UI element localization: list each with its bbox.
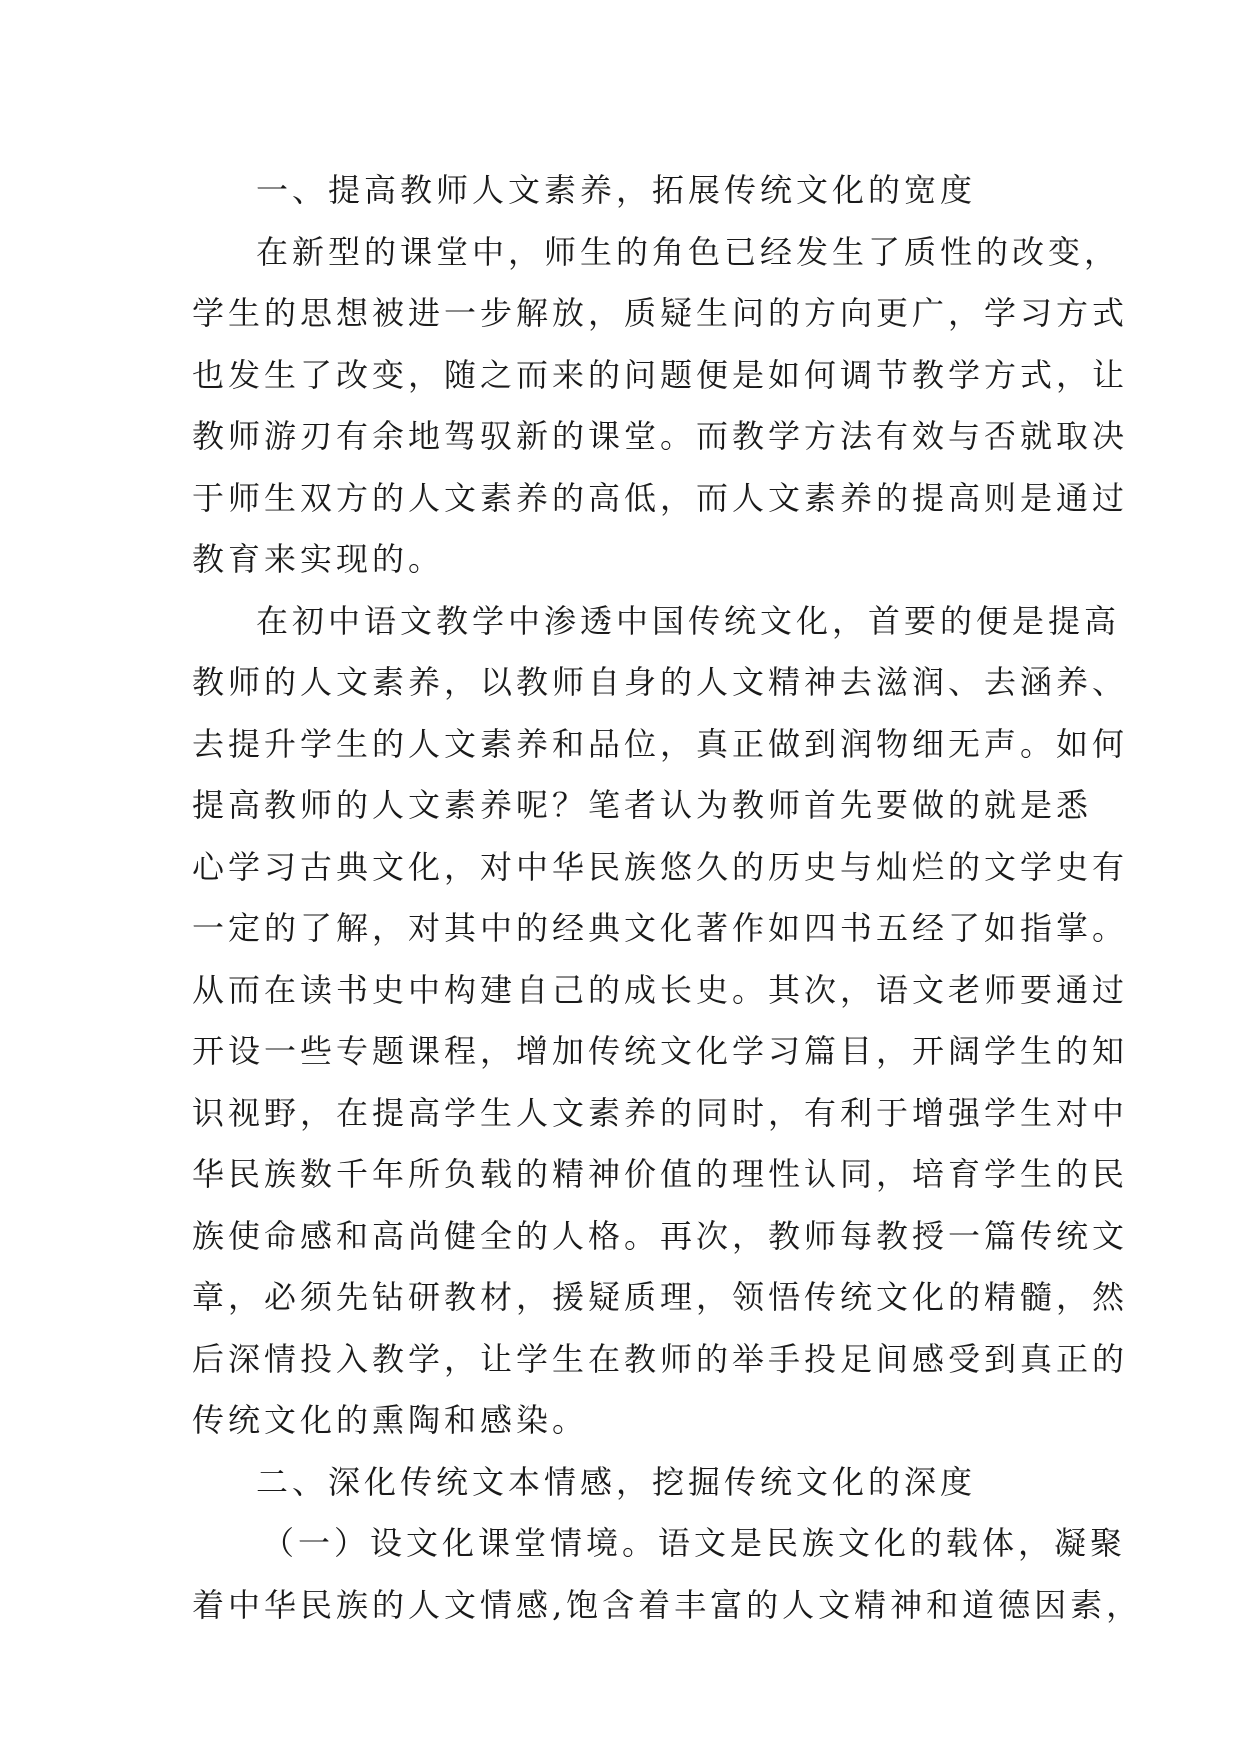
paragraph-line: 一定的了解，对其中的经典文化著作如四书五经了如指掌。 bbox=[192, 909, 1129, 947]
paragraph-line: 后深情投入教学，让学生在教师的举手投足间感受到真正的 bbox=[192, 1339, 1129, 1378]
paragraph-line: 开设一些专题课程，增加传统文化学习篇目，开阔学生的知 bbox=[192, 1032, 1129, 1070]
paragraph-line: 学生的思想被进一步解放，质疑生问的方向更广，学习方式 bbox=[192, 294, 1129, 332]
paragraph-line: 章，必须先钻研教材，援疑质理，领悟传统文化的精髓，然 bbox=[192, 1278, 1129, 1316]
paragraph-line: 着中华民族的人文情感,饱含着丰富的人文精神和道德因素， bbox=[192, 1585, 1143, 1624]
paragraph-line: 心学习古典文化，对中华民族悠久的历史与灿烂的文学史有 bbox=[192, 847, 1129, 886]
paragraph-line: 于师生双方的人文素养的高低，而人文素养的提高则是通过 bbox=[192, 478, 1129, 517]
paragraph-line: 去提升学生的人文素养和品位，真正做到润物细无声。如何 bbox=[192, 724, 1129, 763]
paragraph-line: 从而在读书史中构建自己的成长史。其次，语文老师要通过 bbox=[192, 970, 1129, 1009]
section-heading-2: 二、深化传统文本情感，挖掘传统文化的深度 bbox=[256, 1462, 977, 1501]
paragraph-line: 族使命感和高尚健全的人格。再次，教师每教授一篇传统文 bbox=[192, 1216, 1129, 1255]
paragraph-line: 华民族数千年所负载的精神价值的理性认同，培育学生的民 bbox=[192, 1155, 1129, 1193]
paragraph-line: 教师的人文素养，以教师自身的人文精神去滋润、去涵养、 bbox=[192, 663, 1129, 701]
paragraph-line: 也发生了改变，随之而来的问题便是如何调节教学方式，让 bbox=[192, 355, 1129, 394]
document-body bbox=[192, 160, 1143, 1636]
paragraph-line: 教师游刃有余地驾驭新的课堂。而教学方法有效与否就取决 bbox=[192, 417, 1129, 455]
paragraph-line: 识视野，在提高学生人文素养的同时，有利于增强学生对中 bbox=[192, 1093, 1129, 1132]
paragraph-line: 提高教师的人文素养呢？笔者认为教师首先要做的就是悉 bbox=[192, 786, 1093, 824]
paragraph-line: 传统文化的熏陶和感染。 bbox=[192, 1401, 589, 1439]
subsection-heading: （一）设文化课堂情境。语文是民族文化的载体，凝聚 bbox=[262, 1524, 1127, 1562]
paragraph-line: 在新型的课堂中，师生的角色已经发生了质性的改变， bbox=[256, 232, 1121, 271]
paragraph-line: 教育来实现的。 bbox=[192, 540, 445, 578]
paragraph-line: 在初中语文教学中渗透中国传统文化，首要的便是提高 bbox=[256, 601, 1121, 640]
section-heading-1: 一、提高教师人文素养，拓展传统文化的宽度 bbox=[256, 171, 977, 209]
